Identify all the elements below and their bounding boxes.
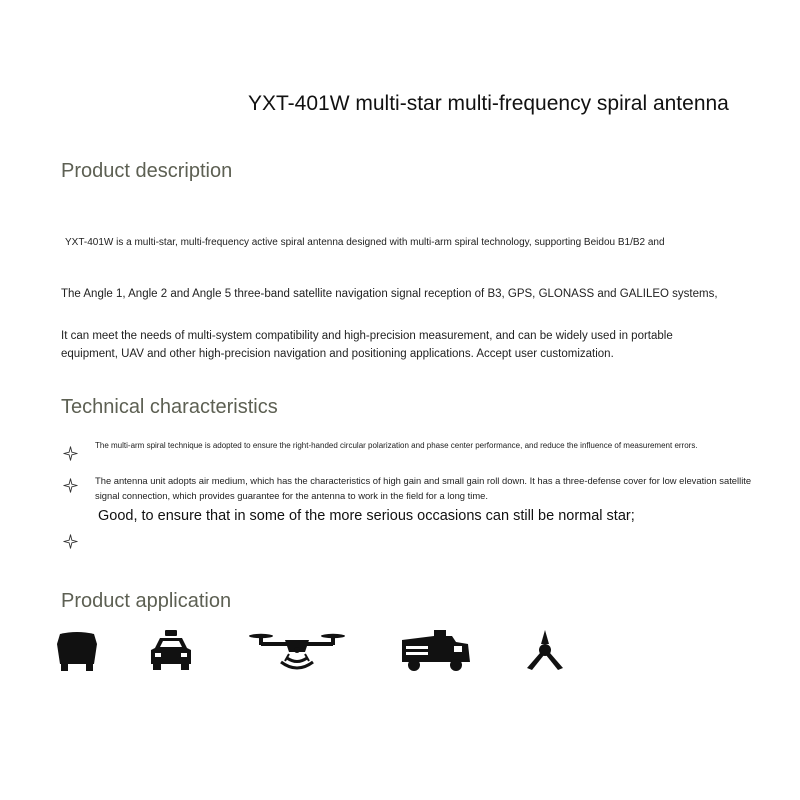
section-heading-technical: Technical characteristics [61, 396, 278, 418]
description-paragraph-1: YXT-401W is a multi-star, multi-frequency active spiral antenna designed with multi-arm spiral technology, supporting Beidou B1/B2 and [65, 237, 665, 248]
taxi-icon [147, 628, 195, 674]
feature-text-2: The antenna unit adopts air medium, which has the characteristics of high gain and small gain roll down. It has a three-defense cover for low elevation satellite signal connection, which provides guarantee for the antenna to work in the field for a long time. [95, 475, 752, 501]
page-title: YXT-401W multi-star multi-frequency spiral antenna [248, 92, 729, 115]
four-point-star-icon [63, 478, 78, 493]
section-heading-application: Product application [61, 590, 232, 612]
tripod-icon [522, 628, 568, 674]
feature-text-3: Good, to ensure that in some of the more serious occasions can still be normal star; [98, 508, 635, 524]
description-paragraph-4: equipment, UAV and other high-precision navigation and positioning applications. Accept user customization. [61, 348, 614, 360]
feature-text-1: The multi-arm spiral technique is adopted to ensure the right-handed circular polarization and phase center performance, and reduce the influence of measurement errors. [95, 441, 698, 450]
section-heading-description: Product description [61, 160, 233, 182]
description-paragraph-2: The Angle 1, Angle 2 and Angle 5 three-band satellite navigation signal reception of B3, GPS, GLONASS and GALILEO systems, [61, 288, 718, 300]
four-point-star-icon [63, 534, 78, 549]
description-paragraph-3: It can meet the needs of multi-system compatibility and high-precision measurement, and can be widely used in portable [61, 330, 673, 342]
vehicle-icon [400, 628, 472, 674]
four-point-star-icon [63, 446, 78, 461]
drone-icon [247, 628, 347, 678]
bus-icon [54, 628, 100, 674]
